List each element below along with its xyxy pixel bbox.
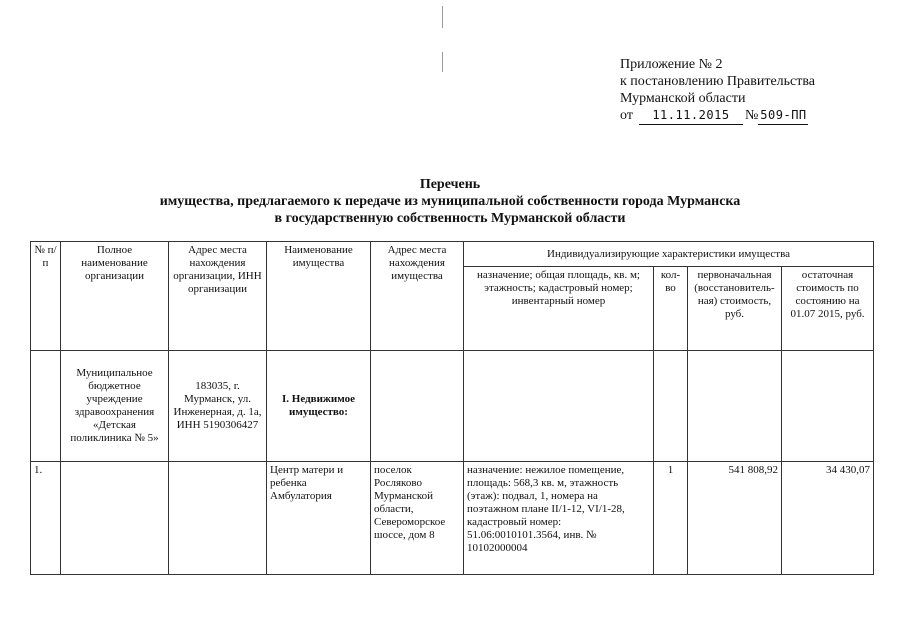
title-line-2: имущества, предлагаемого к передаче из муниципальной собственности города Мурманска	[159, 194, 741, 209]
scan-mark-top	[442, 6, 443, 28]
header-property-address: Адрес места нахождения имущества	[371, 242, 464, 351]
org-property-address	[371, 351, 464, 462]
appendix-region: Мурманской области	[620, 91, 746, 106]
table-row	[31, 462, 874, 575]
row-qty: 1	[654, 462, 688, 575]
org-purpose	[464, 351, 654, 462]
appendix-date-line	[620, 107, 815, 125]
appendix-number: Приложение № 2	[620, 57, 723, 72]
row-property-name: Центр матери и ребенка Амбулатория	[267, 462, 371, 575]
section-label: I. Недвижимое имущество:	[267, 351, 371, 462]
decree-number: 509-ПП	[758, 107, 808, 125]
header-property-name: Наименование имущества	[267, 242, 371, 351]
appendix-decree: к постановлению Правительства	[620, 74, 816, 89]
org-residual-cost	[782, 351, 874, 462]
header-purpose: назначение; общая площадь, кв. м; этажность; кадастровый номер; инвентарный номер	[464, 267, 654, 351]
document-title	[90, 176, 810, 227]
row-residual-cost: 34 430,07	[782, 462, 874, 575]
number-prefix: №	[744, 108, 759, 123]
header-initial-cost: первоначальная (восстановитель-ная) стоимость, руб.	[688, 267, 782, 351]
decree-date: 11.11.2015	[639, 107, 743, 125]
row-org-address	[169, 462, 267, 575]
row-purpose: назначение: нежилое помещение, площадь: 568,3 кв. м, этажность (этаж): подвал, 1, номера на поэтажном плане II/1-12, VI/1-28, кадастровый номер: 51.06:0010101.3564, инв. № 10102000004	[464, 462, 654, 575]
scan-mark-bottom	[442, 52, 443, 72]
property-table	[30, 241, 874, 575]
org-initial-cost	[688, 351, 782, 462]
row-initial-cost: 541 808,92	[688, 462, 782, 575]
header-num: № п/п	[31, 242, 61, 351]
row-num: 1.	[31, 462, 61, 575]
row-property-address: поселок Росляково Мурманской области, Североморское шоссе, дом 8	[371, 462, 464, 575]
header-org-address: Адрес места нахождения организации, ИНН организации	[169, 242, 267, 351]
org-address: 183035, г. Мурманск, ул. Инженерная, д. 1а, ИНН 5190306427	[169, 351, 267, 462]
header-residual-cost: остаточная стоимость по состоянию на 01.07 2015, руб.	[782, 267, 874, 351]
header-qty: кол-во	[654, 267, 688, 351]
date-prefix: от	[620, 108, 633, 123]
org-num	[31, 351, 61, 462]
org-name: Муниципальное бюджетное учреждение здравоохранения «Детская поликлиника № 5»	[61, 351, 169, 462]
header-row-1	[31, 242, 874, 267]
header-org-name: Полное наименование организации	[61, 242, 169, 351]
header-characteristics: Индивидуализирующие характеристики имущества	[464, 242, 874, 267]
title-line-1: Перечень	[419, 177, 481, 192]
title-line-3: в государственную собственность Мурманской области	[274, 211, 626, 226]
org-qty	[654, 351, 688, 462]
org-row	[31, 351, 874, 462]
appendix-block	[620, 56, 815, 125]
row-org-name	[61, 462, 169, 575]
